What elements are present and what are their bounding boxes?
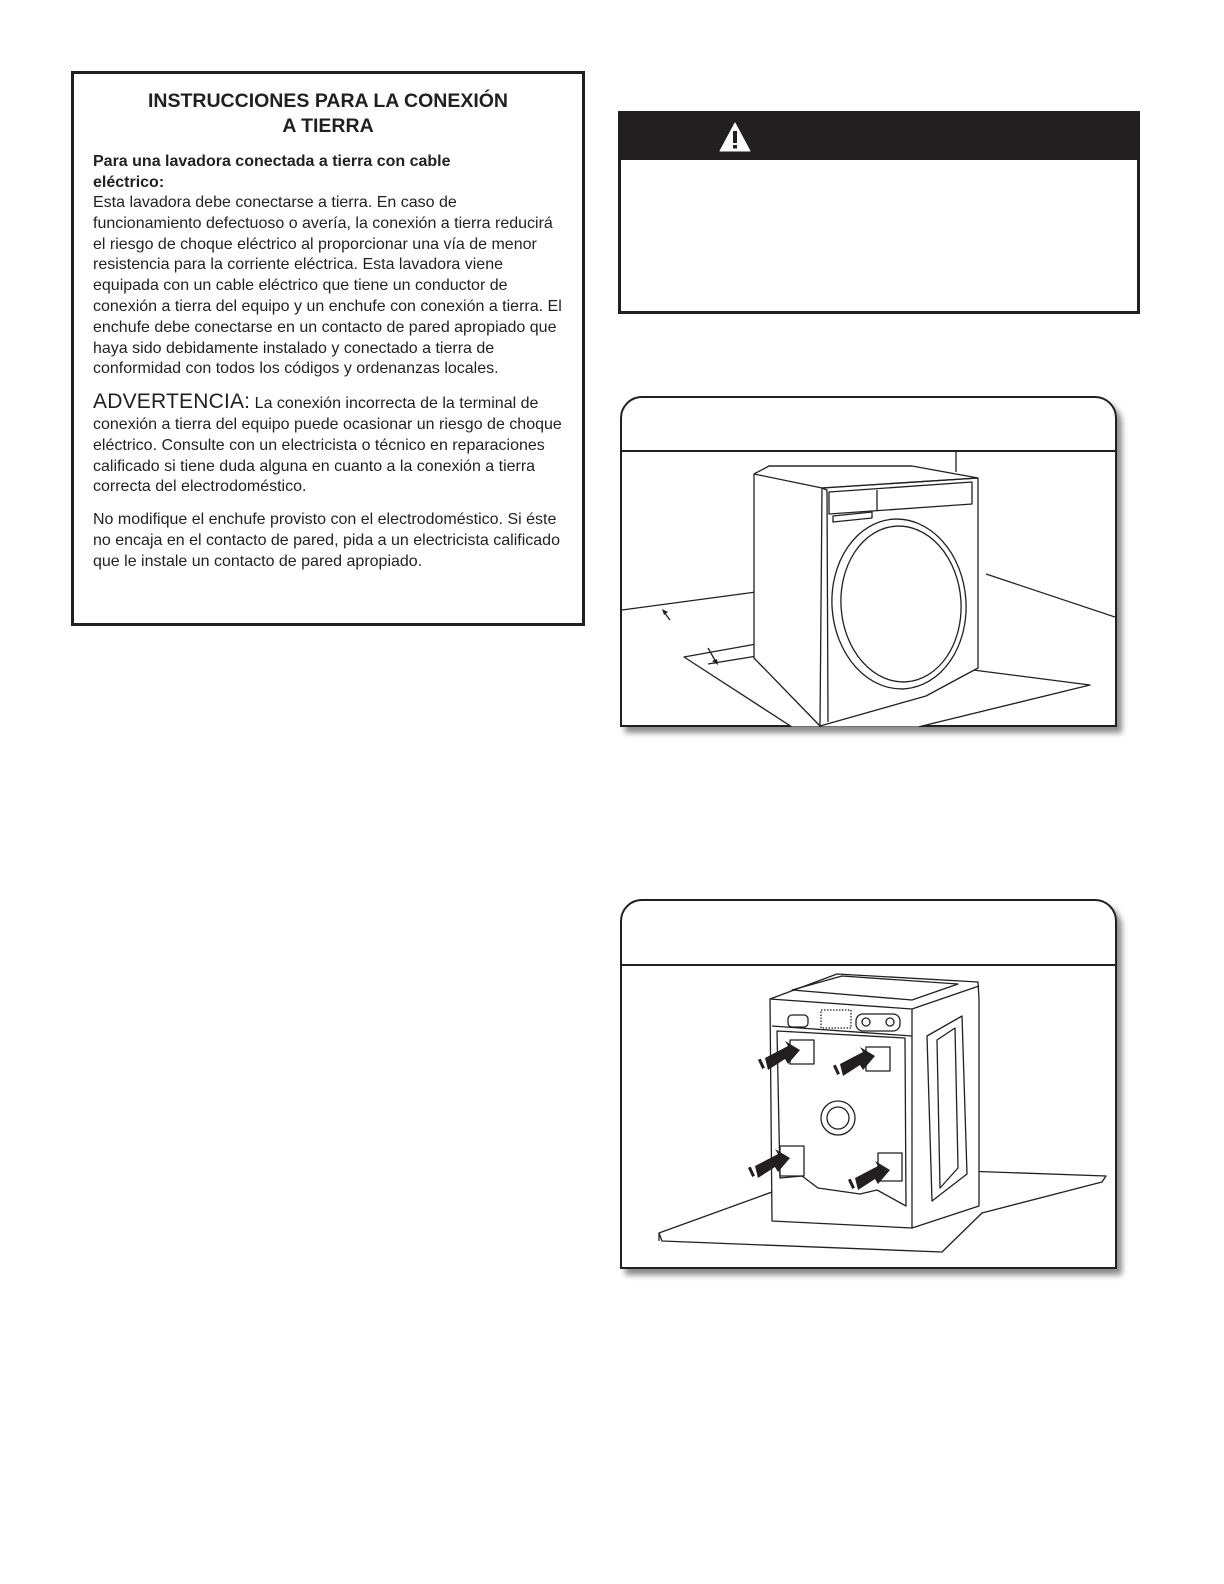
grounding-paragraph: Esta lavadora debe conectarse a tierra. En caso de funcionamiento defectuoso o avería, la conexión a tierra reducirá el riesgo de choque eléctrico al proporcionar una vía de menor resistencia para la corriente eléctrica. Esta lavadora viene equipada con un cable eléctrico que tiene un conductor de conexión a tierra del equipo y un enchufe con conexión a tierra. El enchufe debe conectarse en un contacto de pared apropiado que haya sido debidamente instalado y conectado a tierra de conformidad con todos los códigos y ordenanzas locales.	[93, 194, 562, 378]
grounding-title	[74, 89, 582, 139]
figure-header	[622, 398, 1115, 452]
figure-header	[622, 901, 1115, 966]
warning-text: La conexión incorrecta de la terminal de conexión a tierra del equipo puede ocasionar un riesgo de choque eléctrico. Consulte con un electricista o técnico en reparaciones calificado si tiene duda alguna en cuanto a la conexión a tierra correcta del electrodoméstico.	[93, 395, 562, 496]
washer-illustration	[622, 452, 1115, 727]
figure-washer-rear	[620, 899, 1117, 1269]
warning-panel	[618, 111, 1140, 314]
grounding-warning-paragraph	[93, 392, 563, 498]
warning-header	[621, 114, 1137, 160]
grounding-title-line2: A TIERRA	[282, 115, 374, 137]
plug-paragraph: No modifique el enchufe provisto con el electrodoméstico. Si éste no encaja en el contacto de pared, pida a un electricista calificado que le instale un contacto de pared apropiado.	[93, 511, 560, 570]
grounding-title-line1: INSTRUCCIONES PARA LA CONEXIÓN	[147, 90, 509, 112]
washer-rear-illustration	[622, 966, 1115, 1269]
warning-word: ADVERTENCIA:	[93, 390, 251, 414]
figure-washer-front	[620, 396, 1117, 727]
warning-triangle-icon	[719, 122, 751, 152]
grounding-instructions-box	[71, 71, 585, 626]
grounding-subtitle: Para una lavadora conectada a tierra con cable eléctrico:	[93, 153, 451, 191]
